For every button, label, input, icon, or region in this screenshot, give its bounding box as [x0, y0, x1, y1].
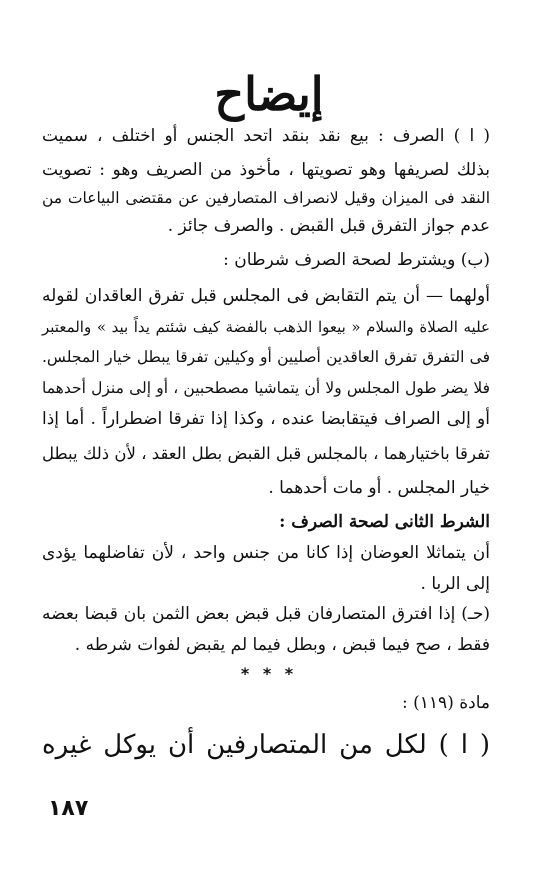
text-line: تفرقا باختيارهما ، بالمجلس قبل القبض بطل العقد ، لأن ذلك يبطل: [42, 444, 490, 463]
article-heading: مادة (١١٩) :: [402, 693, 490, 713]
text-line: خيار المجلس . أو مات أحدهما .: [268, 478, 490, 498]
section-subheading: الشرط الثانى لصحة الصرف :: [279, 512, 490, 532]
text-line: بذلك لصريفها وهو تصويتها ، مأخوذ من الصريف وهو : تصويت: [42, 160, 490, 180]
text-line: أن يتماثلا العوضان إذا كانا من جنس واحد ، لأن تفاضلهما يؤدى: [42, 543, 490, 563]
text-line: عليه الصلاة والسلام « بيعوا الذهب بالفضة كيف شئتم يداً بيد » والمعتبر: [42, 318, 490, 336]
text-line: أو إلى الصراف فيتقابضا عنده ، وكذا إذا تفرقا اضطراراً . أما إذا: [42, 409, 490, 429]
page-number: ١٨٧: [48, 796, 89, 821]
text-line: فى التفرق تفرق العاقدين أصليين أو وكيلين تفرقا يبطل خيار المجلس.: [42, 348, 490, 366]
text-line: أولهما — أن يتم التقابض فى المجلس قبل تفرق العاقدان لقوله: [42, 286, 490, 306]
article-first-line: ( ا ) لكل من المتصارفين أن يوكل غيره: [42, 730, 490, 760]
text-line: إلى الربا .: [420, 574, 490, 594]
text-line: (حـ) إذا افترق المتصارفان قبل قبض بعض الثمن بان قبضا بعضه: [42, 604, 490, 624]
text-line: (ب) ويشترط لصحة الصرف شرطان :: [223, 250, 490, 270]
text-line: فلا يضر طول المجلس ولا أن يتماشيا مصطحبين ، أو إلى منزل أحدهما: [42, 379, 490, 397]
page-title: إيضاح: [214, 67, 324, 121]
section-separator: * * *: [240, 664, 298, 683]
text-line: ( ا ) الصرف : بيع نقد بنقد اتحد الجنس أو اختلف ، سميت: [42, 126, 490, 146]
text-line: النقد فى الميزان وقيل لانصراف المتصارفين عن مقتضى البياعات من: [42, 189, 490, 207]
text-line: فقط ، صح فيما قبض ، وبطل فيما لم يقبض لفوات شرطه .: [74, 635, 490, 655]
text-line: عدم جواز التفرق قبل القبض . والصرف جائز .: [167, 216, 490, 236]
